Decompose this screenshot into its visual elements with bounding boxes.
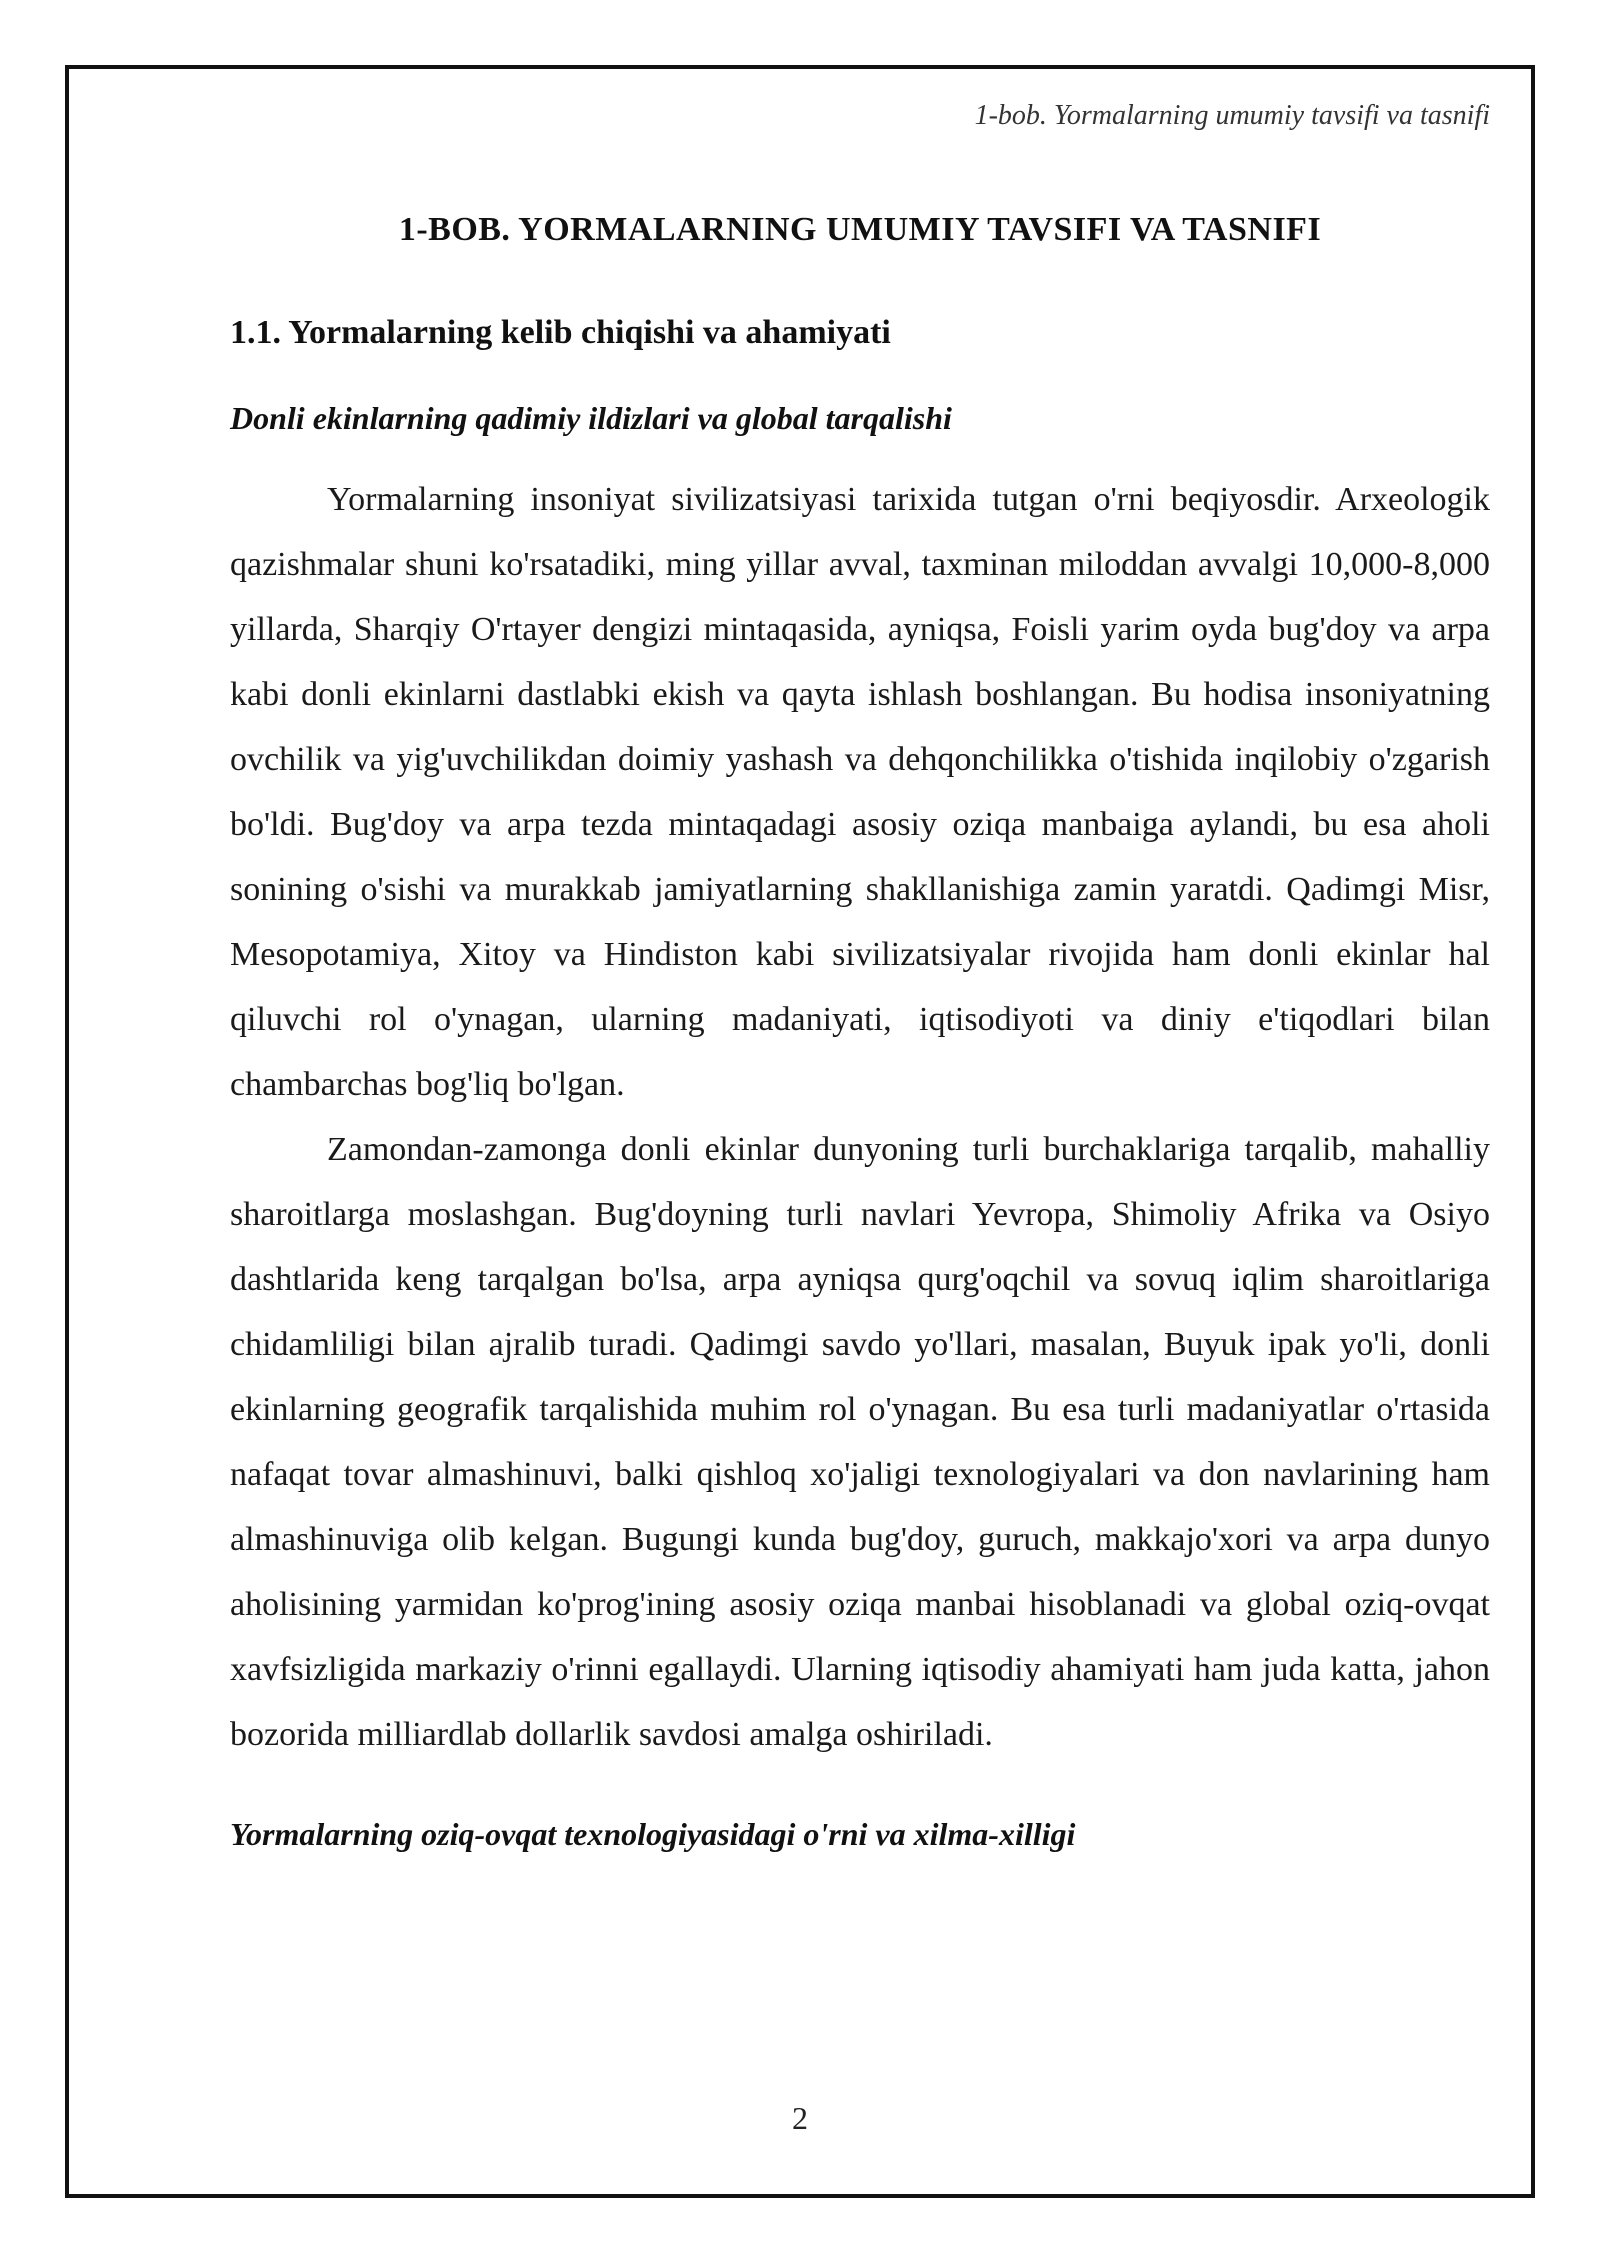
- page-number: 2: [792, 2100, 808, 2136]
- subsection-title: Donli ekinlarning qadimiy ildizlari va global tarqalishi: [230, 399, 952, 436]
- document-body: [230, 210, 1490, 1883]
- body-paragraph: Zamondan-zamonga donli ekinlar dunyoning turli burchaklariga tarqalib, mahalliy sharoitlarga moslashgan. Bug'doyning turli navlari Yevropa, Shimoliy Afrika va Osiyo dashtlarida keng tarqalgan bo'lsa, arpa ayniqsa qurg'oqchil va sovuq iqlim sharoitlariga chidamliligi bilan ajralib turadi. Qadimgi savdo yo'llari, masalan, Buyuk ipak yo'li, donli ekinlarning geografik tarqalishida muhim rol o'ynagan. Bu esa turli madaniyatlar o'rtasida nafaqat tovar almashinuvi, balki qishloq xo'jaligi texnologiyalari va don navlarining ham almashinuviga olib kelgan. Bugungi kunda bug'doy, guruch, makkajo'xori va arpa dunyo aholisining yarmidan ko'prog'ining asosiy oziqa manbai hisoblanadi va global oziq-ovqat xavfsizligida markaziy o'rinni egallaydi. Ularning iqtisodiy ahamiyati ham juda katta, jahon bozorida milliardlab dollarlik savdosi amalga oshiriladi.: [230, 1130, 1490, 1753]
- chapter-title: 1-BOB. YORMALARNING UMUMIY TAVSIFI VA TASNIFI: [398, 211, 1322, 248]
- body-paragraph: Yormalarning insoniyat sivilizatsiyasi tarixida tutgan o'rni beqiyosdir. Arxeologik qazishmalar shuni ko'rsatadiki, ming yillar avval, taxminan miloddan avvalgi 10,000-8,000 yillarda, Sharqiy O'rtayer dengizi mintaqasida, ayniqsa, Foisli yarim oyda bug'doy va arpa kabi donli ekinlarni dastlabki ekish va qayta ishlash boshlangan. Bu hodisa insoniyatning ovchilik va yig'uvchilikdan doimiy yashash va dehqonchilikka o'tishida inqilobiy o'zgarish bo'ldi. Bug'doy va arpa tezda mintaqadagi asosiy oziqa manbaiga aylandi, bu esa aholi sonining o'sishi va murakkab jamiyatlarning shakllanishiga zamin yaratdi. Qadimgi Misr, Mesopotamiya, Xitoy va Hindiston kabi sivilizatsiyalar rivojida ham donli ekinlar hal qiluvchi rol o'ynagan, ularning madaniyati, iqtisodiyoti va diniy e'tiqodlari bilan chambarchas bog'liq bo'lgan.: [230, 480, 1490, 1103]
- section-title: 1.1. Yormalarning kelib chiqishi va ahamiyati: [230, 313, 891, 351]
- subsection-title: Yormalarning oziq-ovqat texnologiyasidagi o'rni va xilma-xilligi: [230, 1815, 1076, 1852]
- running-header: 1-bob. Yormalarning umumiy tavsifi va tasnifi: [974, 100, 1490, 131]
